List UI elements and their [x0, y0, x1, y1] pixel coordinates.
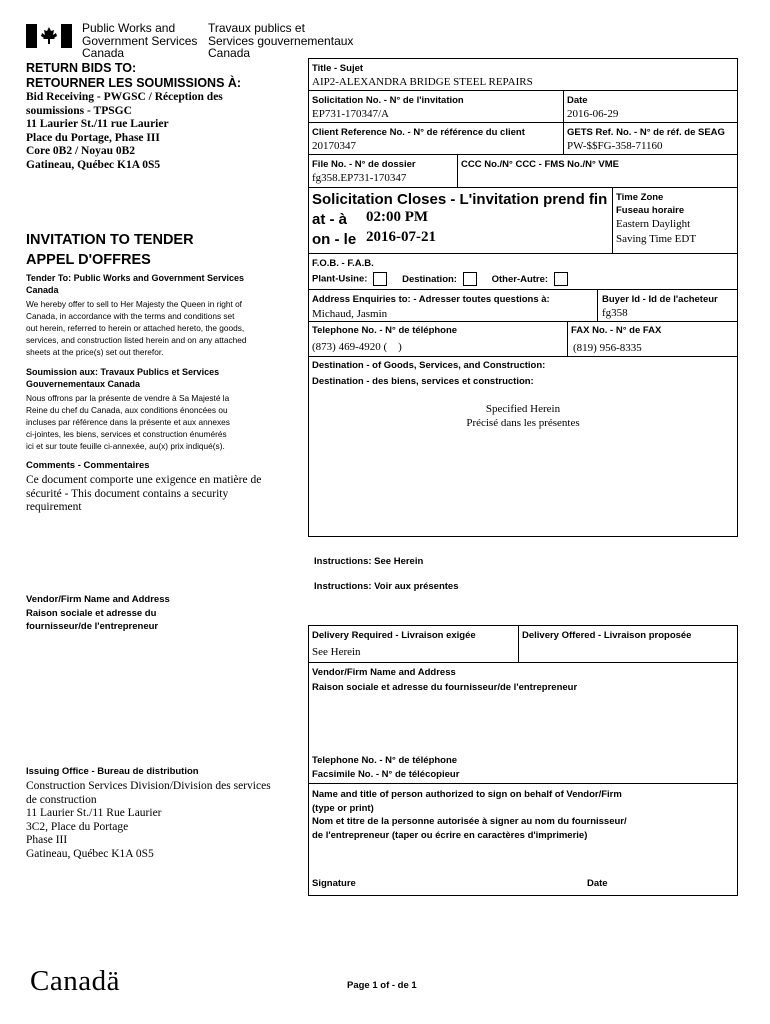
- tender-text-line: services, and construction listed herein and on any attached: [26, 335, 247, 345]
- title-value: AIP2-ALEXANDRA BRIDGE STEEL REPAIRS: [312, 76, 533, 88]
- client-ref-value: 20170347: [312, 140, 356, 152]
- buyer-id-value: fg358: [602, 307, 628, 319]
- address-enquiries-value: Michaud, Jasmin: [312, 308, 388, 320]
- authorized-line: Name and title of person authorized to sign on behalf of Vendor/Firm: [312, 789, 622, 800]
- closes-on-value: 2016-07-21: [366, 229, 436, 245]
- other-label: Other-Autre:: [491, 273, 549, 285]
- date-value: 2016-06-29: [567, 108, 619, 120]
- soumission-text-line: ci-jointes, les biens, services et construction énumérés: [26, 429, 227, 439]
- address-enquiries-label: Address Enquiries to: - Adresser toutes questions à:: [312, 294, 550, 305]
- return-bids-line: RETURN BIDS TO:: [26, 61, 137, 75]
- telephone-value: (873) 469-4920 ( ): [312, 341, 402, 353]
- time-zone-label: Time Zone: [616, 192, 664, 203]
- telephone-label: Telephone No. - N° de téléphone: [312, 325, 458, 336]
- comments-text: [26, 474, 261, 515]
- tender-text-line: sheets at the price(s) set out therefor.: [26, 347, 164, 357]
- invitation-title-line: APPEL D'OFFRES: [26, 252, 151, 268]
- address-line: soumissions - TPSGC: [26, 104, 132, 117]
- issuing-office-label: Issuing Office - Bureau de distribution: [26, 766, 199, 777]
- address-line: Gatineau, Québec K1A 0S5: [26, 158, 161, 171]
- return-bids-address: [26, 91, 223, 172]
- gets-ref-value: PW-$$FG-358-71160: [567, 140, 663, 152]
- signature-date-label: Date: [587, 878, 608, 889]
- dept-fr-line: Travaux publics et: [208, 21, 305, 35]
- specified-line: Specified Herein: [485, 403, 561, 415]
- gets-ref-label: GETS Ref. No. - N° de réf. de SEAG: [567, 127, 725, 138]
- canada-wordmark: Canadä: [30, 965, 120, 997]
- soumission-text-line: Nous offrons par la présente de vendre à Sa Majesté la: [26, 393, 230, 403]
- delivery-offered-label: Delivery Offered - Livraison proposée: [522, 630, 692, 641]
- fob-label: F.O.B. - F.A.B.: [312, 258, 374, 269]
- plant-label: Plant-Usine:: [312, 273, 368, 285]
- ccc-label: CCC No./N° CCC - FMS No./N° VME: [461, 159, 620, 170]
- page-number: Page 1 of - de 1: [347, 980, 417, 991]
- vendor-name-label-fr: Raison sociale et adresse du fournisseur/de l'entrepreneur: [312, 682, 578, 693]
- comments-line: sécurité - This document contains a security: [26, 487, 229, 500]
- specified-line: Précisé dans les présentes: [466, 417, 580, 429]
- address-line: Bid Receiving - PWGSC / Réception des: [26, 91, 223, 103]
- dept-en-line: Government Services: [82, 33, 198, 48]
- department-name-en: [82, 22, 197, 60]
- comments-line: requirement: [26, 501, 82, 513]
- fax-value: (819) 956-8335: [573, 342, 642, 354]
- soumission-label: Soumission aux: Travaux Publics et Services Gouvernementaux Canada: [26, 367, 220, 389]
- authorized-line: (type or print): [312, 802, 374, 814]
- vendor-firm-label: [26, 593, 170, 634]
- invitation-title-line: INVITATION TO TENDER: [26, 232, 194, 248]
- delivery-required-label: Delivery Required - Livraison exigée: [312, 630, 476, 641]
- comments-label: Comments - Commentaires: [26, 460, 150, 471]
- date-label: Date: [567, 95, 588, 106]
- plant-checkbox[interactable]: [373, 272, 387, 286]
- vendor-label-line: fournisseur/de l'entrepreneur: [26, 621, 159, 632]
- time-zone-value: Saving Time EDT: [616, 233, 697, 245]
- address-line: Core 0B2 / Noyau 0B2: [26, 145, 136, 157]
- authorized-line: de l'entrepreneur (taper ou écrire en caractères d'imprimerie): [312, 829, 588, 841]
- dept-en-line: Public Works and: [82, 21, 176, 35]
- vendor-label-line: Raison sociale et adresse du: [26, 607, 157, 619]
- tender-text-line: Canada, in accordance with the terms and conditions set: [26, 311, 235, 321]
- issuing-line: Gatineau, Québec K1A 0S5: [26, 847, 154, 860]
- soumission-text: [26, 392, 286, 452]
- invitation-title: [26, 230, 194, 270]
- vendor-telephone-label: Telephone No. - N° de téléphone: [312, 755, 458, 766]
- dept-en-line: Canada: [82, 46, 125, 60]
- return-bids-title: [26, 61, 241, 91]
- closes-at-value: 02:00 PM: [366, 209, 429, 225]
- vendor-fax-label: Facsimile No. - N° de télécopieur: [312, 769, 460, 780]
- authorized-person-label: [312, 788, 627, 842]
- delivery-required-value: See Herein: [312, 646, 361, 658]
- client-ref-label: Client Reference No. - N° de référence du client: [312, 127, 525, 138]
- tender-text: [26, 298, 286, 358]
- vendor-name-label: Vendor/Firm Name and Address: [312, 667, 456, 678]
- instructions-fr: Instructions: Voir aux présentes: [314, 581, 459, 592]
- department-name-fr: [208, 22, 353, 60]
- destination-goods-label-fr: Destination - des biens, services et construction:: [312, 376, 534, 387]
- soumission-text-line: Reine du chef du Canada, aux conditions énoncées ou: [26, 405, 228, 415]
- specified-herein: [308, 402, 738, 430]
- solicitation-label: Solicitation No. - N° de l'invitation: [312, 95, 464, 106]
- tender-to-label: Tender To: Public Works and Government Services Canada: [26, 273, 245, 295]
- fax-label: FAX No. - N° de FAX: [571, 325, 662, 336]
- destination-checkbox[interactable]: [463, 272, 477, 286]
- file-no-value: fg358.EP731-170347: [312, 172, 407, 184]
- dept-fr-line: Services gouvernementaux: [208, 33, 354, 48]
- fob-options: [312, 272, 574, 286]
- soumission-text-line: ici et sur toute feuille ci-annexée, au(x) prix indiqué(s).: [26, 441, 225, 451]
- closes-on-label: on - le: [312, 231, 357, 248]
- issuing-office-address: [26, 780, 271, 861]
- authorized-line: Nom et titre de la personne autorisée à signer au nom du fournisseur/: [312, 816, 627, 827]
- destination-goods-label: Destination - of Goods, Services, and Construction:: [312, 360, 546, 371]
- issuing-line: Phase III: [26, 834, 68, 846]
- fuseau-horaire-label: Fuseau horaire: [616, 205, 685, 216]
- solicitation-value: EP731-170347/A: [312, 108, 389, 120]
- return-bids-line: RETOURNER LES SOUMISSIONS À:: [26, 76, 242, 90]
- tender-text-line: We hereby offer to sell to Her Majesty the Queen in right of: [26, 299, 242, 309]
- issuing-line: 11 Laurier St./11 Rue Laurier: [26, 807, 162, 819]
- title-label: Title - Sujet: [312, 63, 364, 74]
- dept-fr-line: Canada: [208, 46, 251, 60]
- buyer-id-label: Buyer Id - Id de l'acheteur: [602, 294, 718, 305]
- closes-at-label: at - à: [312, 211, 348, 228]
- soumission-text-line: incluses par référence dans la présente et aux annexes: [26, 417, 230, 427]
- issuing-line: Construction Services Division/Division des services: [26, 780, 271, 792]
- issuing-line: 3C2, Place du Portage: [26, 820, 129, 833]
- destination-label: Destination:: [402, 273, 457, 285]
- signature-label: Signature: [312, 878, 356, 889]
- other-checkbox[interactable]: [554, 272, 568, 286]
- comments-line: Ce document comporte une exigence en matière de: [26, 474, 262, 486]
- issuing-line: de construction: [26, 793, 97, 806]
- file-no-label: File No. - N° de dossier: [312, 159, 416, 170]
- address-line: Place du Portage, Phase III: [26, 131, 160, 144]
- canada-flag-logo: [26, 24, 72, 48]
- vendor-label-line: Vendor/Firm Name and Address: [26, 594, 170, 605]
- address-line: 11 Laurier St./11 rue Laurier: [26, 118, 169, 130]
- time-zone-value: Eastern Daylight: [616, 218, 691, 230]
- tender-text-line: out herein, referred to herein or attached hereto, the goods,: [26, 323, 245, 333]
- instructions-en: Instructions: See Herein: [314, 556, 424, 567]
- solicitation-closes-label: Solicitation Closes - L'invitation prend fin: [312, 191, 608, 208]
